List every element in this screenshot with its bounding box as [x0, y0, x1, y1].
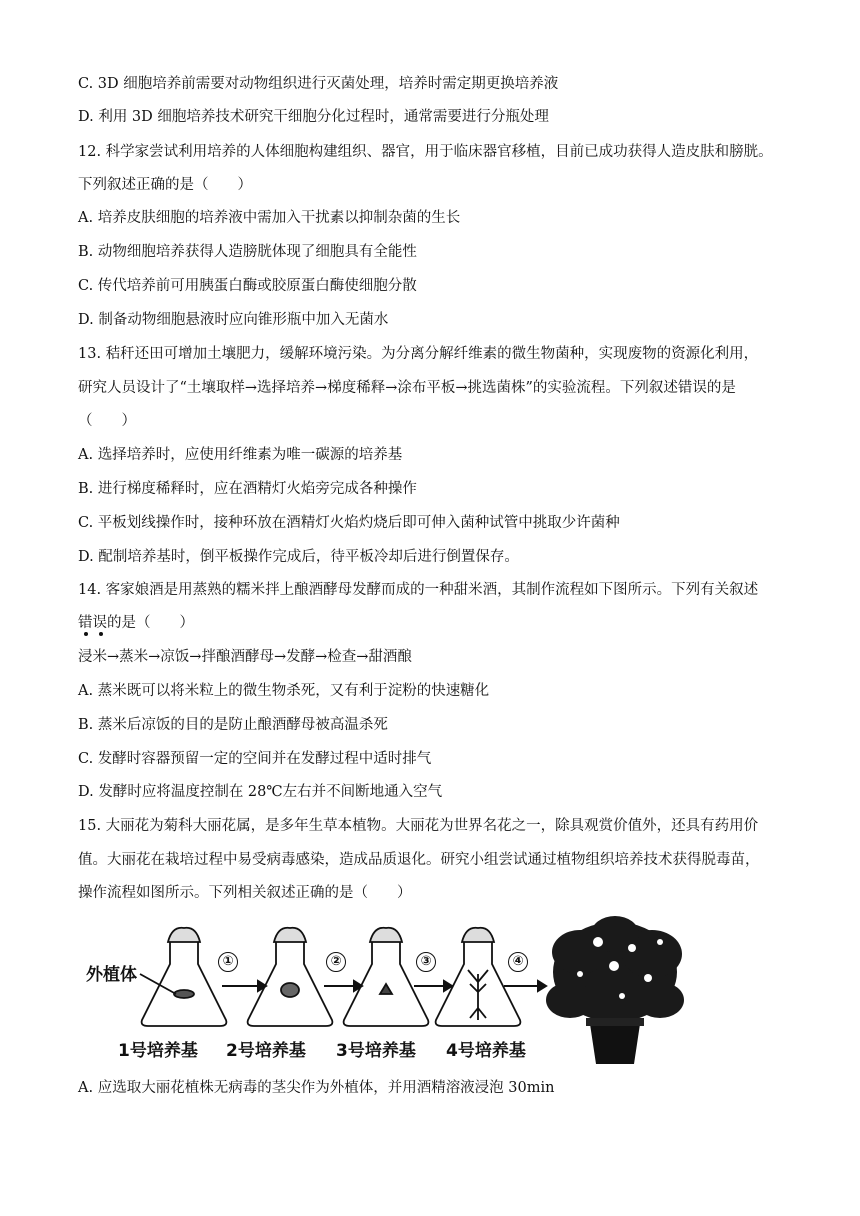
- q13-stem-line1: 13. 秸秆还田可增加土壤肥力，缓解环境污染。为分离分解纤维素的微生物菌种，实现废物的资源化利用，: [78, 346, 759, 362]
- step-1-marker: ①: [218, 952, 238, 972]
- flask-2: [248, 928, 333, 1026]
- flask-1: [140, 928, 226, 1026]
- q13-option-d: D. 配制培养基时，倒平板操作完成后，待平板冷却后进行倒置保存。: [78, 549, 519, 565]
- medium-3-label: 3号培养基: [336, 1041, 416, 1061]
- q13-stem-line3: （ ）: [78, 413, 136, 429]
- q15-option-a: A. 应选取大丽花植株无病毒的茎尖作为外植体，并用酒精溶液浸泡 30min: [78, 1080, 555, 1096]
- flask-4: [436, 928, 521, 1026]
- q13-option-a: A. 选择培养时，应使用纤维素为唯一碳源的培养基: [78, 447, 403, 463]
- medium-1-label: 1号培养基: [118, 1041, 198, 1061]
- q12-stem-line2: 下列叙述正确的是（ ）: [78, 177, 252, 193]
- q14-option-b: B. 蒸米后凉饭的目的是防止酿酒酵母被高温杀死: [78, 717, 388, 733]
- explant-label: 外植体: [86, 965, 137, 985]
- step-3-marker: ③: [416, 952, 436, 972]
- step-2-marker: ②: [326, 952, 346, 972]
- q13-option-c: C. 平板划线操作时，接种环放在酒精灯火焰灼烧后即可伸入菌种试管中挑取少许菌种: [78, 515, 620, 531]
- q14-stem-line1: 14. 客家娘酒是用蒸熟的糯米拌上酿酒酵母发酵而成的一种甜米酒，其制作流程如下图所示。下列有关叙述: [78, 582, 759, 598]
- potted-dahlia-image: [540, 912, 690, 1072]
- q12-option-c: C. 传代培养前可用胰蛋白酶或胶原蛋白酶使细胞分散: [78, 278, 417, 294]
- flow-diagram: [80, 912, 550, 1037]
- q11-option-d: D. 利用 3D 细胞培养技术研究干细胞分化过程时，通常需要进行分瓶处理: [78, 109, 549, 125]
- emphasis-dot: [84, 632, 88, 636]
- q14-flow: 浸米→蒸米→凉饭→拌酿酒酵母→发酵→检查→甜酒酿: [78, 649, 412, 665]
- q14-option-a: A. 蒸米既可以将米粒上的微生物杀死，又有利于淀粉的快速糖化: [78, 683, 490, 699]
- q14-stem-line2: 错误的是（ ）: [78, 615, 194, 631]
- q13-option-b: B. 进行梯度稀释时，应在酒精灯火焰旁完成各种操作: [78, 481, 417, 497]
- q12-stem-line1: 12. 科学家尝试利用培养的人体细胞构建组织、器官，用于临床器官移植，目前已成功获得人造皮肤和膀胱。: [78, 144, 773, 160]
- arrow-1: [222, 981, 266, 991]
- q15-stem-line3: 操作流程如图所示。下列相关叙述正确的是（ ）: [78, 885, 412, 901]
- q14-option-d: D. 发酵时应将温度控制在 28℃左右并不间断地通入空气: [78, 784, 443, 800]
- q12-option-d: D. 制备动物细胞悬液时应向锥形瓶中加入无菌水: [78, 312, 389, 328]
- q14-option-c: C. 发酵时容器预留一定的空间并在发酵过程中适时排气: [78, 751, 432, 767]
- q12-option-b: B. 动物细胞培养获得人造膀胱体现了细胞具有全能性: [78, 244, 417, 260]
- arrow-2: [324, 981, 362, 991]
- emphasis-dot: [99, 632, 103, 636]
- step-4-marker: ④: [508, 952, 528, 972]
- q15-stem-line2: 值。大丽花在栽培过程中易受病毒感染，造成品质退化。研究小组尝试通过植物组织培养技术获得脱毒苗，: [78, 852, 760, 868]
- flask-3: [344, 928, 429, 1026]
- arrow-3: [414, 981, 452, 991]
- q13-stem-line2: 研究人员设计了“土壤取样→选择培养→梯度稀释→涂布平板→挑选菌株”的实验流程。下列叙述错误的是: [78, 380, 736, 396]
- q11-option-c: C. 3D 细胞培养前需要对动物组织进行灭菌处理，培养时需定期更换培养液: [78, 76, 559, 92]
- q15-stem-line1: 15. 大丽花为菊科大丽花属，是多年生草本植物。大丽花为世界名花之一，除具观赏价值外，还具有药用价: [78, 818, 759, 834]
- medium-4-label: 4号培养基: [446, 1041, 526, 1061]
- medium-2-label: 2号培养基: [226, 1041, 306, 1061]
- q12-option-a: A. 培养皮肤细胞的培养液中需加入干扰素以抑制杂菌的生长: [78, 210, 461, 226]
